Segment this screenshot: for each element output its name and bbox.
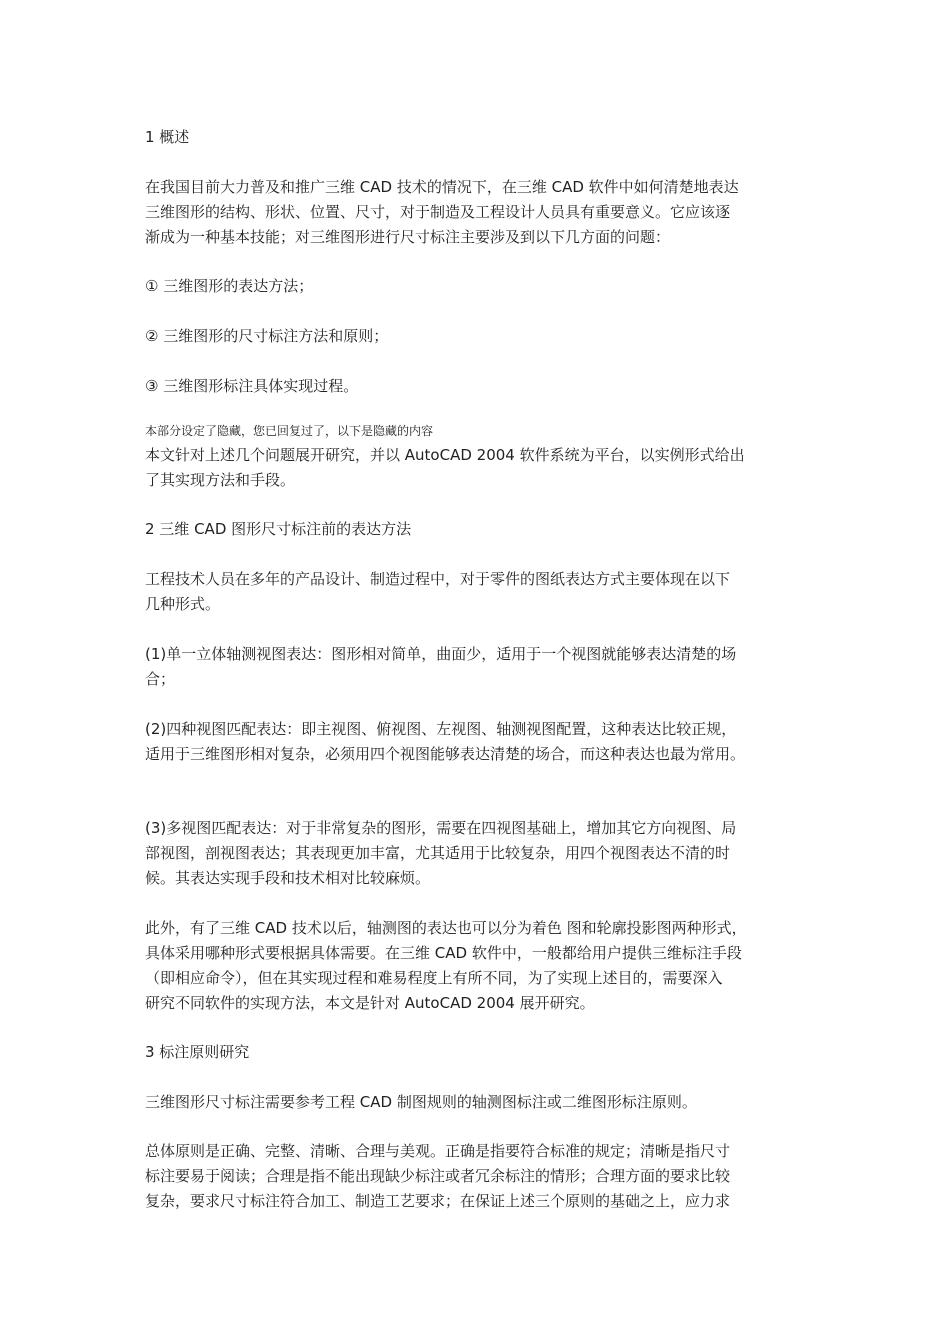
paragraph-principles-detail: 总体原则是正确、完整、清晰、合理与美观。正确是指要符合标准的规定；清晰是指尺寸 标注要易于阅读；合理是指不能出现缺少标注或者冗余标注的情形；合理方面的要求比较 复杂，要求尺寸标注符合加工、制造工艺要求；在保证上述三个原则的基础之上，应力求 xyxy=(145,1142,731,1210)
paragraph-principles-ref: 三维图形尺寸标注需要参考工程 CAD 制图规则的轴测图标注或二维图形标注原则。 xyxy=(145,1093,697,1111)
paragraph-scope: 本文针对上述几个问题展开研究，并以 AutoCAD 2004 软件系统为平台，以实例形式给出 了其实现方法和手段。 xyxy=(145,446,745,489)
paragraph-form-1: (1)单一立体轴测视图表达：图形相对简单，曲面少，适用于一个视图就能够表达清楚的场 合； xyxy=(145,645,737,688)
heading-overview: 1 概述 xyxy=(145,128,190,146)
paragraph-form-3: (3)多视图匹配表达：对于非常复杂的图形，需要在四视图基础上，增加其它方向视图、局 部视图，剖视图表达；其表现更加丰富，尤其适用于比较复杂，用四个视图表达不清的时 候。其表达实现手段和技术相对比较麻烦。 xyxy=(145,819,737,887)
paragraph-form-2: (2)四种视图匹配表达：即主视图、俯视图、左视图、轴测视图配置，这种表达比较正规， 适用于三维图形相对复杂，必须用四个视图能够表达清楚的场合，而这种表达也最为常用。 xyxy=(145,720,746,763)
paragraph-forms-intro: 工程技术人员在多年的产品设计、制造过程中，对于零件的图纸表达方式主要体现在以下 几种形式。 xyxy=(145,570,731,613)
list-item-2: ② 三维图形的尺寸标注方法和原则； xyxy=(145,327,389,345)
list-item-3: ③ 三维图形标注具体实现过程。 xyxy=(145,377,359,395)
hidden-content-notice: 本部分设定了隐藏，您已回复过了，以下是隐藏的内容 xyxy=(145,424,434,438)
paragraph-intro: 在我国目前大力普及和推广三维 CAD 技术的情况下，在三维 CAD 软件中如何清楚地表达 三维图形的结构、形状、位置、尺寸，对于制造及工程设计人员具有重要意义。它应该逐 渐成为一种基本技能；对三维图形进行尺寸标注主要涉及到以下几方面的问题： xyxy=(145,178,739,246)
paragraph-cad-note: 此外，有了三维 CAD 技术以后，轴测图的表达也可以分为着色 图和轮廓投影图两种形式， 具体采用哪种形式要根据具体需要。在三维 CAD 软件中，一般都给用户提供三维标注手段 （即相应命令），但在其实现过程和难易程度上有所不同，为了实现上述目的，需要深入 研究不同软件的实现方法，本文是针对 AutoCAD 2004 展开研究。 xyxy=(145,919,747,1012)
list-item-1: ① 三维图形的表达方法； xyxy=(145,277,314,295)
heading-principles: 3 标注原则研究 xyxy=(145,1043,250,1061)
heading-representation: 2 三维 CAD 图形尺寸标注前的表达方法 xyxy=(145,520,412,538)
